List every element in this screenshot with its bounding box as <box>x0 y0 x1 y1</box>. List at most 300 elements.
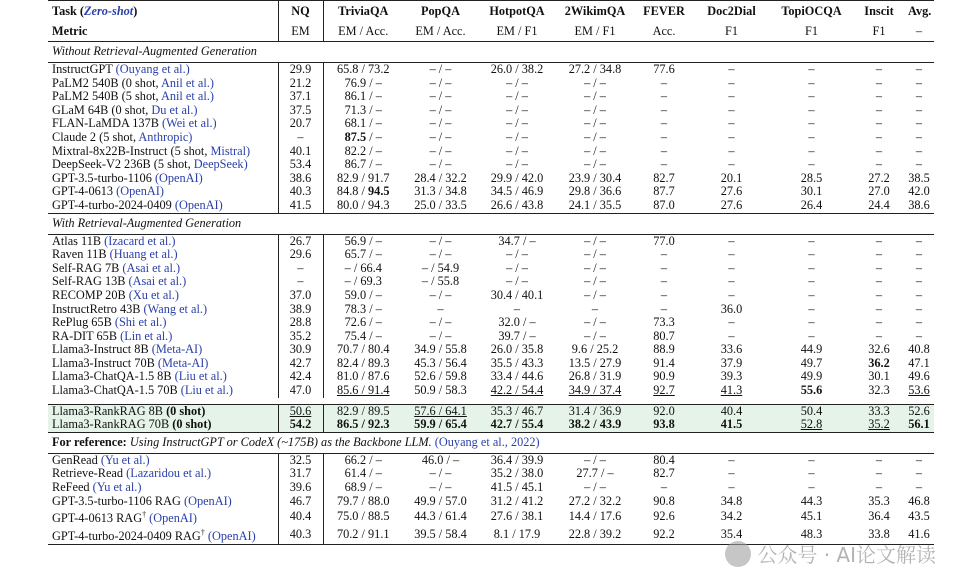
value: – <box>513 302 521 316</box>
value: – <box>875 261 883 275</box>
value: – <box>660 144 668 158</box>
value-cell <box>478 467 556 481</box>
value-cell <box>634 495 694 509</box>
value-cell <box>478 370 556 384</box>
model-name <box>48 172 278 186</box>
value: – / – <box>506 117 528 131</box>
citation: (Izacard et al.) <box>104 234 176 248</box>
value: 41.5 <box>289 198 312 212</box>
value-cell <box>769 404 854 418</box>
value: 36.4 / 39.9 <box>490 453 544 467</box>
value: 61.4 / – <box>344 467 382 481</box>
value: – / – <box>506 275 528 289</box>
value-cell <box>904 63 934 77</box>
model-name <box>48 303 278 317</box>
table-row <box>48 63 934 77</box>
model-name-text: GPT-3.5-turbo-1106 <box>52 171 155 185</box>
model-name <box>48 370 278 384</box>
value: – / – <box>584 453 606 467</box>
value: 55.6 <box>800 384 823 398</box>
value-cell <box>694 370 769 384</box>
column-header-label: HotpotQA <box>489 4 545 19</box>
value-cell <box>634 404 694 418</box>
value: 35.3 <box>868 494 890 508</box>
model-name-text: Claude 2 (5 shot, <box>52 130 139 144</box>
table-row <box>48 289 934 303</box>
value-cell <box>556 77 634 91</box>
value: 42.0 <box>908 185 930 199</box>
value: 68.9 / – <box>344 481 382 495</box>
value-cell <box>904 453 934 467</box>
value: – <box>915 302 923 316</box>
value-cell <box>403 248 478 262</box>
value-cell <box>854 526 904 544</box>
value: 25.0 / 33.5 <box>414 198 467 212</box>
value-cell <box>278 330 323 344</box>
citation: (OpenAI) <box>149 511 197 526</box>
value: 21.2 <box>289 76 312 90</box>
value-cell <box>323 104 403 118</box>
value-cell <box>478 172 556 186</box>
metric-value: F1 <box>872 24 886 39</box>
value: – <box>660 275 668 289</box>
value: 82.7 <box>653 171 675 185</box>
value: – / – <box>584 261 606 275</box>
value: – <box>875 248 883 262</box>
model-name <box>48 158 278 172</box>
value-cell <box>556 526 634 544</box>
value-cell <box>769 289 854 303</box>
value-cell <box>478 316 556 330</box>
value-cell <box>694 117 769 131</box>
value-cell <box>323 453 403 467</box>
value: 48.3 <box>800 526 823 541</box>
citation: DeepSeek) <box>193 158 248 172</box>
value: 28.8 <box>289 316 312 330</box>
citation: (Meta-AI) <box>151 343 203 357</box>
metric-value: EM / F1 <box>496 24 538 39</box>
value-cell <box>323 185 403 199</box>
model-name-text: Self-RAG 13B <box>52 275 129 289</box>
value: 65.7 / – <box>344 248 382 262</box>
value-cell <box>769 63 854 77</box>
value-cell <box>634 131 694 145</box>
model-name <box>48 289 278 303</box>
value-cell <box>478 303 556 317</box>
value-cell <box>323 357 403 371</box>
task-mode: Zero-shot <box>84 4 134 19</box>
value-cell <box>904 248 934 262</box>
value-cell <box>478 330 556 344</box>
metric-cell <box>403 23 478 42</box>
value-cell <box>478 495 556 509</box>
model-name-text: GPT-4-turbo-2024-0409 <box>52 198 175 212</box>
value: – <box>728 234 735 248</box>
value: 40.3 <box>289 526 312 541</box>
value: – <box>660 130 668 144</box>
value-cell <box>634 248 694 262</box>
value-cell <box>854 172 904 186</box>
value-cell <box>278 495 323 509</box>
value-cell <box>634 77 694 91</box>
value-cell <box>634 343 694 357</box>
value: 76.9 / – <box>344 76 382 90</box>
value: – <box>437 302 444 316</box>
table-row <box>48 303 934 317</box>
value: 37.5 <box>289 103 312 117</box>
value: – <box>808 261 815 275</box>
table-row <box>48 90 934 104</box>
table-row <box>48 185 934 199</box>
value: – / 55.8 <box>421 275 460 289</box>
value: – <box>915 316 923 330</box>
value-cell <box>478 234 556 248</box>
value: – <box>728 481 735 495</box>
value-cell <box>904 289 934 303</box>
value-cell <box>323 234 403 248</box>
value-cell <box>904 199 934 213</box>
value: 34.8 <box>720 494 743 508</box>
value-cell <box>556 357 634 371</box>
value: – / – <box>584 130 606 144</box>
value: – / – <box>584 103 606 117</box>
value-cell <box>323 117 403 131</box>
value-cell <box>403 185 478 199</box>
value: – / – <box>506 76 528 90</box>
model-name-text: Mixtral-8x22B-Instruct (5 shot, <box>52 144 211 158</box>
value-cell <box>478 90 556 104</box>
value: – <box>808 302 815 316</box>
value-cell <box>634 303 694 317</box>
value-cell <box>634 526 694 544</box>
value-cell <box>854 248 904 262</box>
value: – <box>728 158 735 172</box>
value-cell <box>556 104 634 118</box>
value-cell <box>694 384 769 398</box>
value-cell <box>556 199 634 213</box>
citation: (OpenAI) <box>116 185 164 199</box>
value-cell <box>634 418 694 432</box>
value: – <box>728 275 735 289</box>
value-cell <box>769 370 854 384</box>
citation: (Wei et al.) <box>162 117 217 131</box>
value-cell <box>694 104 769 118</box>
value-cell <box>634 234 694 248</box>
value: – <box>915 144 923 158</box>
value: – <box>808 467 815 481</box>
value-cell <box>323 481 403 495</box>
value-cell <box>323 418 403 432</box>
model-name <box>48 199 278 213</box>
value: 56.9 / – <box>344 234 382 248</box>
value: – <box>660 261 668 275</box>
value: – <box>728 76 735 90</box>
column-header <box>854 1 904 24</box>
value-cell <box>904 117 934 131</box>
value-cell <box>323 275 403 289</box>
table-row <box>48 481 934 495</box>
value-cell <box>556 275 634 289</box>
value: – <box>808 275 815 289</box>
value-cell <box>556 63 634 77</box>
value: 84.8 / 94.5 <box>336 185 390 199</box>
value-cell <box>769 418 854 432</box>
value-cell <box>323 508 403 526</box>
value: – <box>915 158 923 172</box>
value-cell <box>769 104 854 118</box>
value-cell <box>854 289 904 303</box>
value: – <box>915 90 923 104</box>
value: 88.9 <box>653 343 675 357</box>
table-row <box>48 77 934 91</box>
value: 41.3 <box>720 384 743 398</box>
value: 49.9 <box>800 370 823 384</box>
value-cell <box>556 370 634 384</box>
value-cell <box>854 131 904 145</box>
value: – <box>875 62 883 76</box>
value: – / – <box>429 467 452 481</box>
value-cell <box>634 357 694 371</box>
value-cell <box>904 357 934 371</box>
citation: (Huang et al.) <box>109 248 178 262</box>
value-cell <box>854 145 904 159</box>
value: – <box>808 90 815 104</box>
column-header-label: TopiOCQA <box>781 4 842 19</box>
model-name-text: Llama3-Instruct 70B <box>52 356 158 370</box>
column-header-label: Avg. <box>908 4 932 19</box>
value-cell <box>323 145 403 159</box>
value-cell <box>478 262 556 276</box>
table-row <box>48 467 934 481</box>
value: – / – <box>584 248 606 262</box>
model-name <box>48 343 278 357</box>
metric-value: – <box>915 24 923 39</box>
column-header-label: FEVER <box>643 4 685 19</box>
value-cell <box>403 289 478 303</box>
value: 32.0 / – <box>498 316 536 330</box>
value-cell <box>854 384 904 398</box>
value-cell <box>694 404 769 418</box>
value: 34.2 <box>720 509 743 524</box>
value: – <box>875 90 883 104</box>
value-cell <box>854 495 904 509</box>
value-cell <box>478 481 556 495</box>
value: – / – <box>429 234 452 248</box>
metric-value: Acc. <box>652 24 676 39</box>
value: – <box>297 130 304 144</box>
value-cell <box>478 185 556 199</box>
value: 37.0 <box>289 288 312 302</box>
value: 35.3 / 46.7 <box>490 404 544 418</box>
value: – <box>728 103 735 117</box>
value-cell <box>634 199 694 213</box>
metric-label-cell <box>48 23 278 42</box>
value-cell <box>478 63 556 77</box>
value: 52.6 <box>908 404 930 418</box>
value: – <box>660 481 668 495</box>
value: – / – <box>584 90 606 104</box>
table-row <box>48 384 934 398</box>
reference-citation: (Ouyang et al., 2022) <box>434 435 540 450</box>
table-row <box>48 453 934 467</box>
value-cell <box>694 275 769 289</box>
value: – <box>915 234 923 248</box>
value-cell <box>403 481 478 495</box>
value: 56.1 <box>908 418 930 432</box>
value-cell <box>904 185 934 199</box>
value-cell <box>769 172 854 186</box>
value-cell <box>769 526 854 544</box>
metric-cell <box>323 23 403 42</box>
citation: (OpenAI) <box>154 171 203 185</box>
column-header <box>478 1 556 24</box>
value: 87.5 / – <box>344 130 382 144</box>
citation: (Lin et al.) <box>120 329 173 343</box>
value: 27.6 / 38.1 <box>490 509 544 524</box>
model-name <box>48 262 278 276</box>
model-name-text: Llama3-ChatQA-1.5 8B <box>52 370 175 384</box>
value-cell <box>556 303 634 317</box>
value: – / – <box>584 117 606 131</box>
section-title <box>48 213 934 234</box>
value: 38.6 <box>908 198 930 212</box>
value-cell <box>278 508 323 526</box>
table-row <box>48 234 934 248</box>
value: – <box>808 62 815 76</box>
value: – <box>915 76 923 90</box>
value-cell <box>769 453 854 467</box>
value: – / – <box>584 158 606 172</box>
column-header-label: TriviaQA <box>338 4 389 19</box>
value: 31.3 / 34.8 <box>414 185 467 199</box>
value-cell <box>694 526 769 544</box>
value: – <box>875 158 883 172</box>
metric-cell <box>634 23 694 42</box>
value-cell <box>634 117 694 131</box>
value-cell <box>403 370 478 384</box>
value-cell <box>769 234 854 248</box>
value-cell <box>556 234 634 248</box>
dagger-mark: † <box>200 527 205 537</box>
reference-title <box>48 432 934 453</box>
value-cell <box>634 172 694 186</box>
citation: (Asai et al.) <box>122 261 181 275</box>
value: 46.0 / – <box>421 453 460 467</box>
task-header: Task (Zero-shot) <box>48 1 278 24</box>
value: 43.5 <box>908 509 930 524</box>
citation: (Lazaridou et al.) <box>126 467 212 481</box>
value-cell <box>904 316 934 330</box>
value-cell <box>403 343 478 357</box>
value: 75.4 / – <box>344 329 382 343</box>
citation: (Liu et al.) <box>174 370 227 384</box>
value-cell <box>556 404 634 418</box>
table-row <box>48 357 934 371</box>
value: 22.8 / 39.2 <box>568 526 622 541</box>
value-cell <box>854 185 904 199</box>
value-cell <box>904 418 934 432</box>
value-cell <box>278 172 323 186</box>
value: – / 66.4 <box>344 261 382 275</box>
value-cell <box>278 526 323 544</box>
value-cell <box>403 158 478 172</box>
value: – / – <box>429 90 452 104</box>
value-cell <box>634 63 694 77</box>
value: 30.1 <box>868 370 890 384</box>
value: 86.7 / – <box>344 158 382 172</box>
value-cell <box>323 63 403 77</box>
value: – <box>875 329 883 343</box>
value-cell <box>769 185 854 199</box>
value: – / – <box>584 234 606 248</box>
model-name-text: DeepSeek-V2 236B (5 shot, <box>52 158 194 172</box>
model-name <box>48 131 278 145</box>
value: – <box>728 117 735 131</box>
value: – <box>915 261 923 275</box>
value-cell <box>403 172 478 186</box>
value: – <box>297 275 304 289</box>
value-cell <box>556 316 634 330</box>
model-name <box>48 481 278 495</box>
value: 82.7 <box>653 467 675 481</box>
value: – <box>915 275 923 289</box>
value-cell <box>769 158 854 172</box>
value-cell <box>634 289 694 303</box>
value: – <box>875 234 883 248</box>
value: – <box>808 316 815 330</box>
value: 92.7 <box>653 384 675 398</box>
value: – <box>728 248 735 262</box>
value: – / – <box>584 288 606 302</box>
value: 46.8 <box>908 494 930 508</box>
column-header <box>634 1 694 24</box>
value: 68.1 / – <box>344 117 382 131</box>
value: – <box>875 103 883 117</box>
value-cell <box>854 117 904 131</box>
value-cell <box>556 262 634 276</box>
value: – <box>875 275 883 289</box>
value: – <box>915 288 923 302</box>
value: 33.4 / 44.6 <box>490 370 544 384</box>
column-header <box>556 1 634 24</box>
value: 65.8 / 73.2 <box>336 62 390 76</box>
value-cell <box>904 404 934 418</box>
value-cell <box>403 104 478 118</box>
value-cell <box>478 289 556 303</box>
value: 37.9 <box>720 356 743 370</box>
value: 52.6 / 59.8 <box>414 370 467 384</box>
value: – <box>297 261 304 275</box>
value-cell <box>854 404 904 418</box>
value-cell <box>904 90 934 104</box>
value: 45.3 / 56.4 <box>414 356 467 370</box>
citation: Anil et al.) <box>160 76 214 90</box>
column-header-label: 2WikimQA <box>564 4 626 19</box>
value-cell <box>478 248 556 262</box>
value-cell <box>694 248 769 262</box>
value: 41.5 / 45.1 <box>490 481 544 495</box>
value: – <box>728 467 735 481</box>
value: – / – <box>429 288 452 302</box>
column-header <box>904 1 934 24</box>
value-cell <box>634 262 694 276</box>
value: 38.2 / 43.9 <box>568 418 622 432</box>
model-name-text: PaLM2 540B (5 shot, <box>52 90 161 104</box>
value-cell <box>769 303 854 317</box>
value: 82.9 / 89.5 <box>336 404 390 418</box>
section-title-text: Without Retrieval-Augmented Generation <box>52 44 257 59</box>
model-name-text: GenRead <box>52 453 101 467</box>
